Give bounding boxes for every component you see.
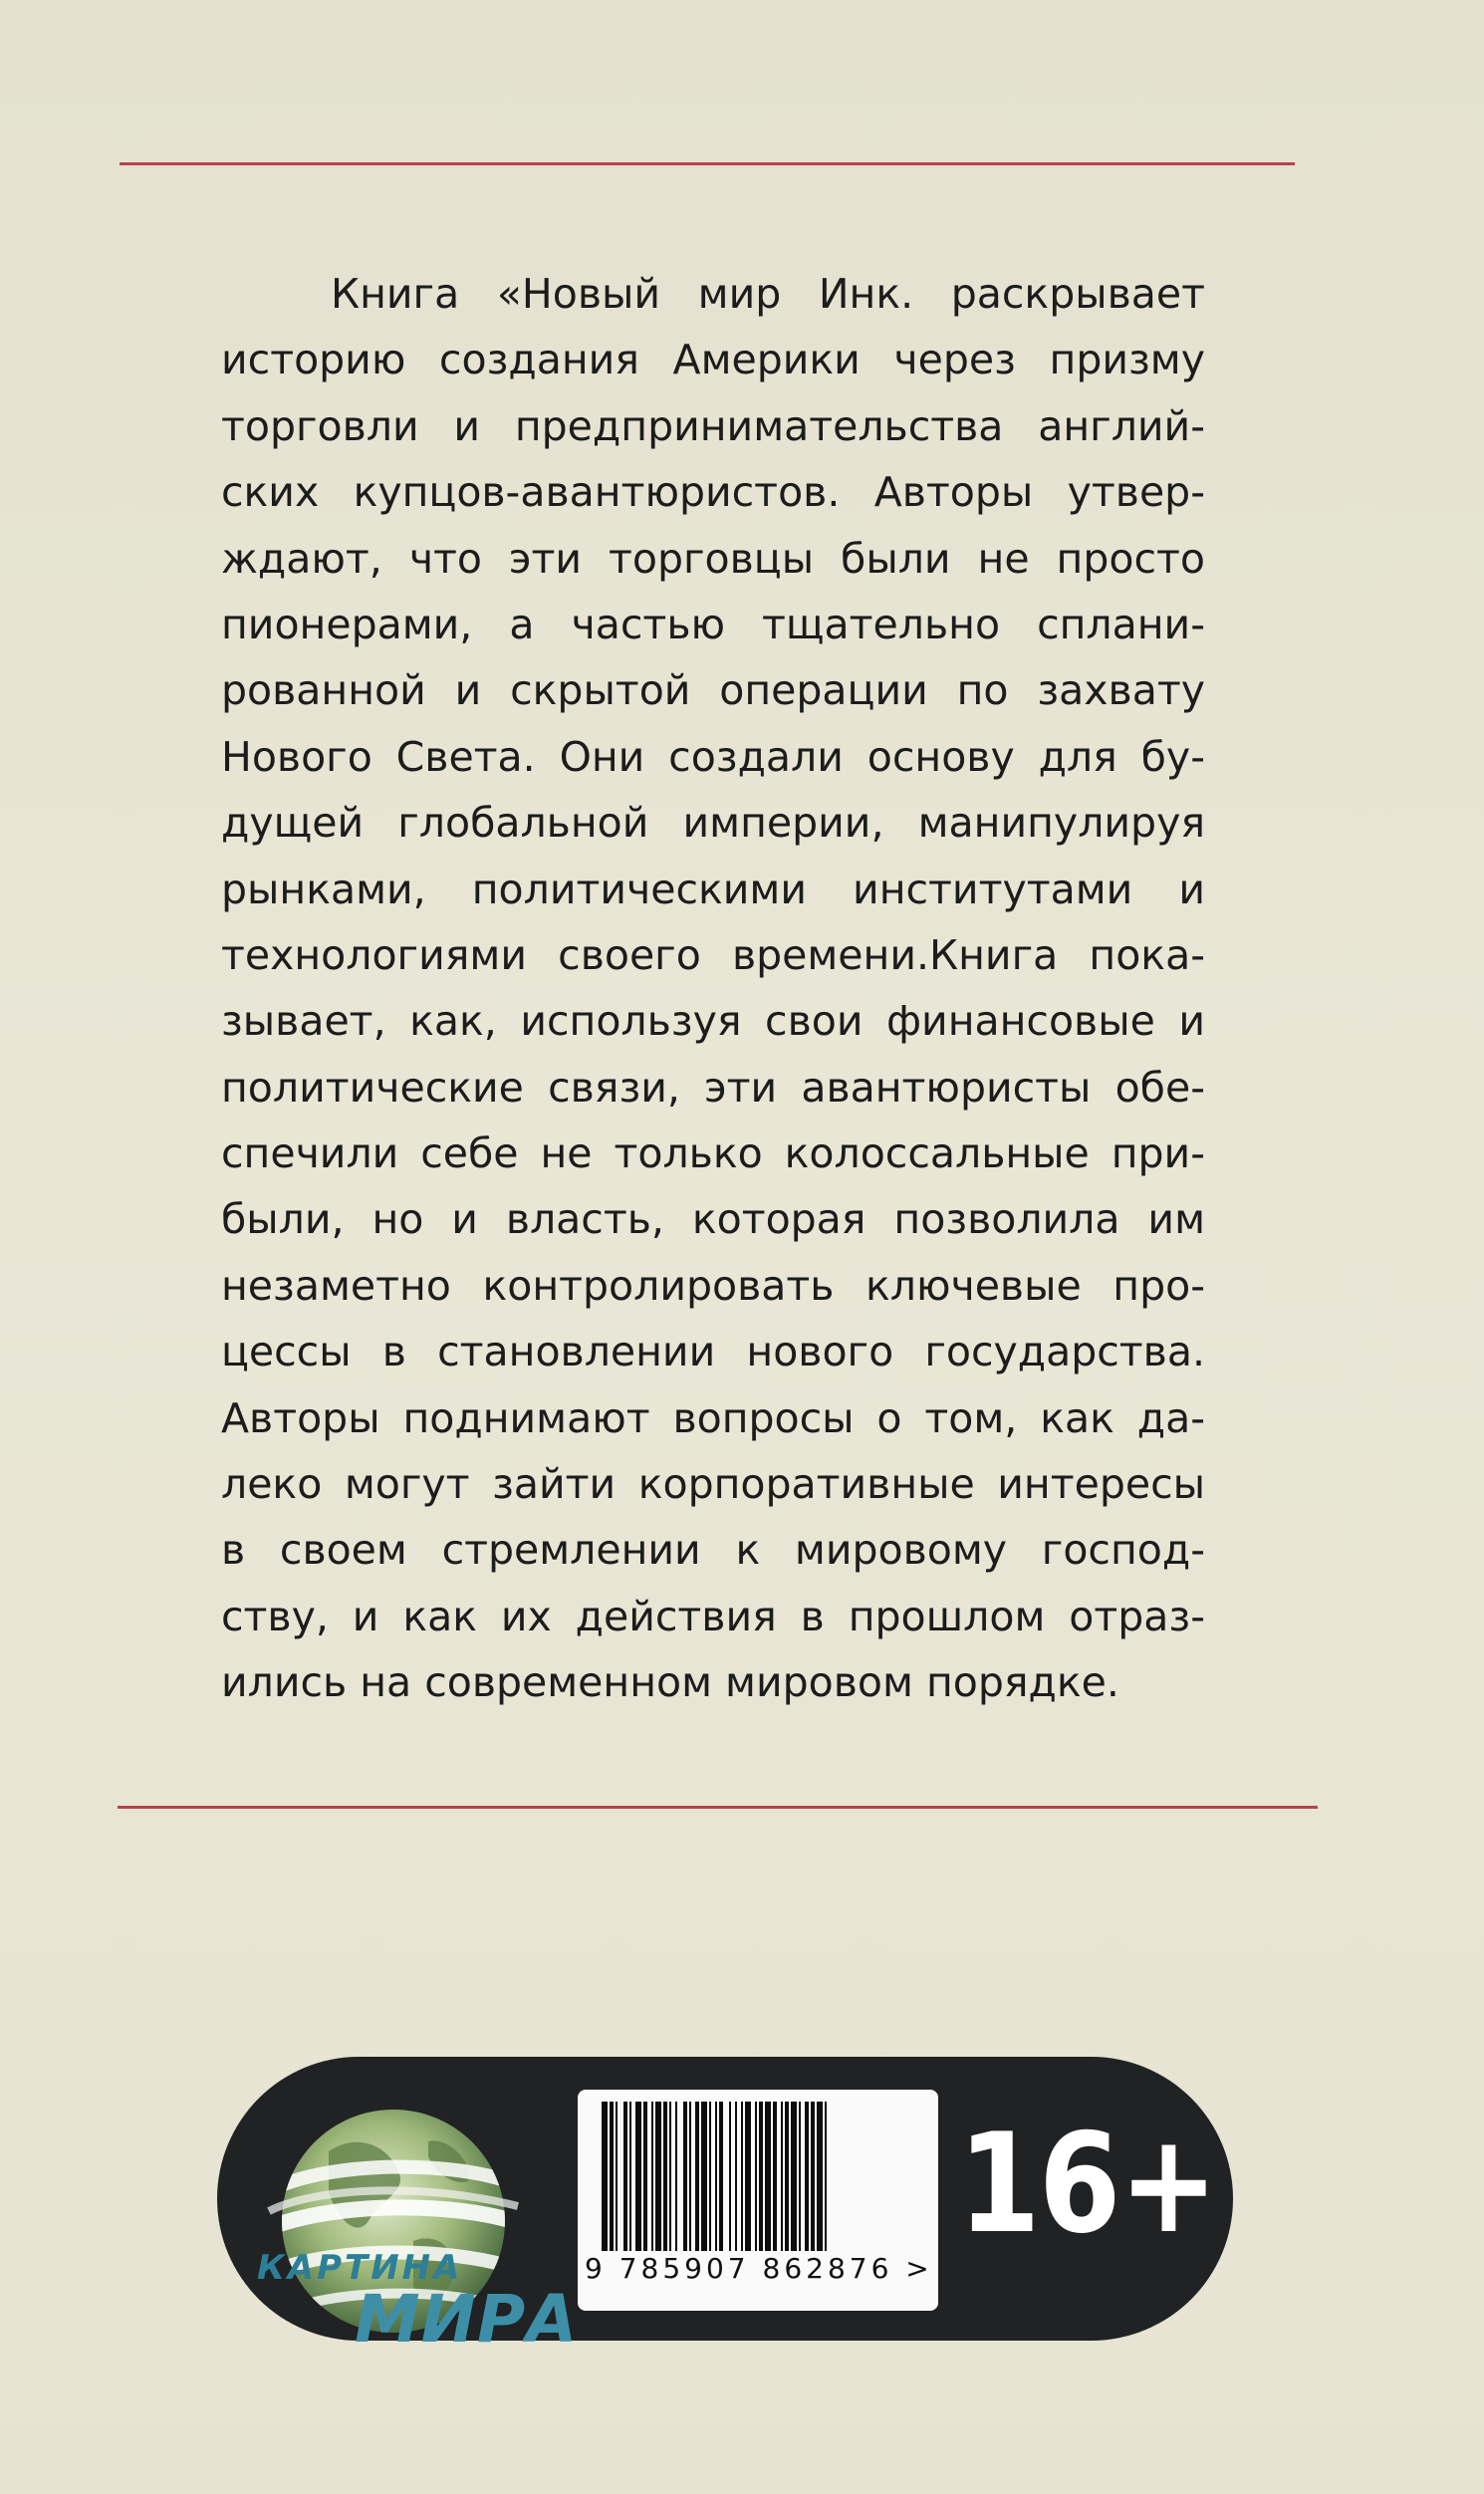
blurb-line: дущей глобальной империи, манипулируя [221, 799, 1205, 848]
blurb-line: ству, и как их действия в прошлом отраз- [221, 1592, 1205, 1640]
blurb-line: историю создания Америки через призму [221, 336, 1205, 384]
publisher-logo-text [257, 2248, 586, 2358]
blurb-line: зывает, как, используя свои финансовые и [221, 997, 1205, 1046]
blurb-line: пионерами, а частью тщательно сплани- [221, 600, 1205, 648]
publisher-name-line2: МИРА [355, 2281, 579, 2358]
blurb-line: незаметно контролировать ключевые про- [221, 1261, 1205, 1310]
blurb-line: Авторы поднимают вопросы о том, как да- [221, 1393, 1205, 1442]
top-divider-line [120, 162, 1295, 165]
blurb-line: ждают, что эти торговцы были не просто [221, 534, 1205, 583]
blurb-line: торговли и предпринимательства англий- [221, 401, 1205, 450]
bottom-divider-line [118, 1806, 1318, 1809]
blurb-line: ились на современном мировом порядке. [221, 1658, 1119, 1707]
blurb-line: Книга «Новый мир Инк. раскрывает [331, 270, 1205, 318]
isbn-barcode [578, 2090, 938, 2311]
blurb-line: ских купцов-авантюристов. Авторы утвер- [221, 468, 1205, 517]
blurb-line: Нового Света. Они создали основу для бу- [221, 732, 1205, 781]
barcode-bars [588, 2098, 928, 2257]
blurb-line: рованной и скрытой операции по захвату [221, 666, 1205, 715]
age-rating-badge: 16+ [958, 2104, 1217, 2264]
blurb-line: технологиями своего времени.Книга пока- [221, 930, 1205, 979]
publisher-name-line1: КАРТИНА [257, 2248, 463, 2288]
isbn-number: 9 785907 862876 > [585, 2252, 933, 2285]
blurb-line: рынками, политическими институтами и [221, 865, 1205, 913]
blurb-line: в своем стремлении к мировому господ- [221, 1526, 1205, 1575]
blurb-line: леко могут зайти корпоративные интересы [221, 1460, 1205, 1509]
blurb-line: были, но и власть, которая позволила им [221, 1195, 1205, 1244]
blurb-line: спечили себе не только колоссальные при- [221, 1129, 1205, 1178]
blurb-line: политические связи, эти авантюристы обе- [221, 1063, 1205, 1112]
blurb-line: цессы в становлении нового государства. [221, 1328, 1205, 1376]
blurb-text [221, 261, 1205, 1716]
